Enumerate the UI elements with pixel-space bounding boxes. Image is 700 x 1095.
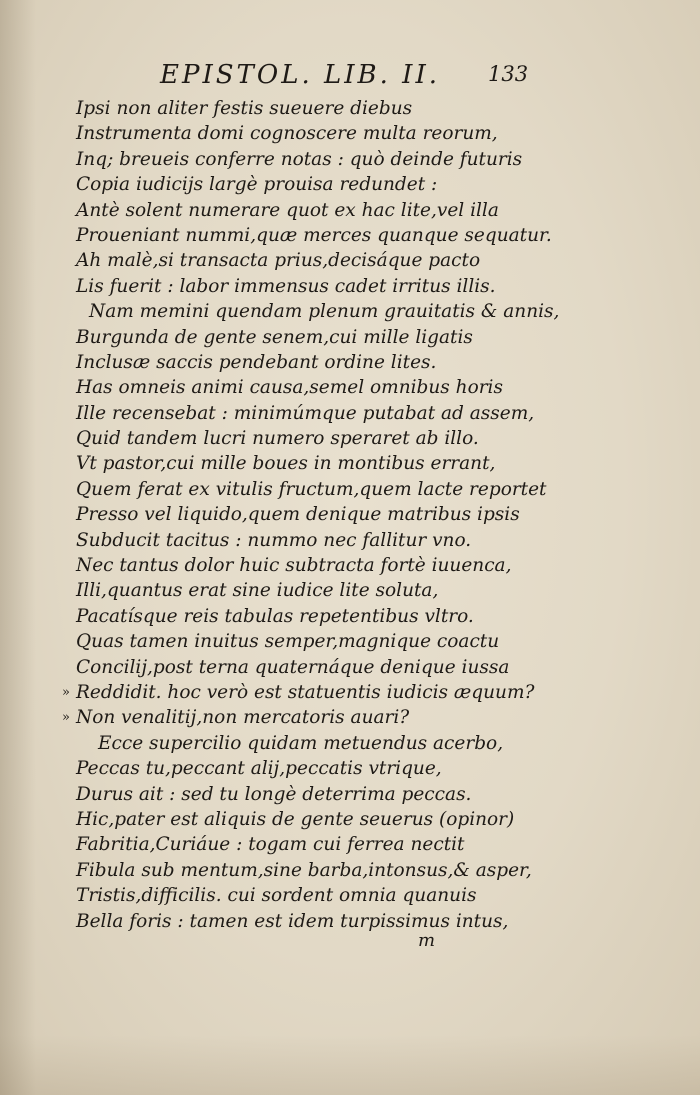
verse-line (0, 782, 700, 807)
verse-text: Inclusæ saccis pendebant ordine lites. (76, 351, 437, 373)
verse-text: Concilij,post terna quaternáque denique iussa (76, 656, 510, 678)
verse-line (0, 883, 700, 908)
verse-text: Burgunda de gente senem,cui mille ligatis (76, 326, 473, 348)
quotation-mark: » (62, 710, 70, 726)
verse-text: Has omneis animi causa,semel omnibus horis (76, 377, 503, 399)
verse-text: Proueniant nummi,quæ merces quanque sequatur. (76, 224, 552, 246)
verse-line (0, 299, 700, 324)
verse-line (0, 350, 700, 375)
verse-line (0, 528, 700, 553)
verse-line (0, 756, 700, 781)
verse-line (0, 705, 700, 730)
verse-line (0, 731, 700, 756)
verse-line (0, 121, 700, 146)
bottom-shadow (0, 1035, 700, 1095)
verse-line (0, 274, 700, 299)
verse-text: Bella foris : tamen est idem turpissimus intus, (76, 910, 509, 932)
verse-text: Nam memini quendam plenum grauitatis & annis, (89, 301, 560, 323)
verse-text: Durus ait : sed tu longè deterrima peccas. (76, 783, 472, 805)
verse-line (0, 172, 700, 197)
verse-text: Non venalitij,non mercatoris auari? (76, 707, 410, 729)
verse-text: Ipsi non aliter festis sueuere diebus (76, 98, 413, 119)
verse-line (0, 604, 700, 629)
verse-line (0, 325, 700, 350)
verse-text: Illi,quantus erat sine iudice lite soluta, (76, 580, 439, 602)
verse-text: Hic,pater est aliquis de gente seuerus (opinor) (76, 808, 515, 830)
verse-text: Quem ferat ex vitulis fructum,quem lacte reportet (76, 478, 547, 500)
verse-line (0, 375, 700, 400)
verse-text: Instrumenta domi cognoscere multa reorum, (76, 123, 498, 145)
verse-line (0, 680, 700, 705)
verse-text: Peccas tu,peccant alij,peccatis vtrique, (76, 758, 442, 780)
page-number: 133 (488, 62, 529, 86)
verse-block (0, 96, 700, 934)
verse-line (0, 655, 700, 680)
verse-line (0, 451, 700, 476)
verse-line (0, 909, 700, 934)
verse-line (0, 198, 700, 223)
verse-line (0, 401, 700, 426)
verse-text: Ah malè,si transacta prius,decisáque pacto (76, 250, 481, 272)
verse-text: Subducit tacitus : nummo nec fallitur vno. (76, 529, 472, 551)
verse-text: Antè solent numerare quot ex hac lite,vel illa (76, 199, 499, 221)
verse-line (0, 477, 700, 502)
verse-text: Reddidit. hoc verò est statuentis iudicis æquum? (76, 681, 535, 703)
verse-text: Inq; breueis conferre notas : quò deinde futuris (76, 148, 523, 170)
quotation-mark: » (62, 684, 70, 700)
catchword: m (418, 930, 436, 951)
verse-line (0, 832, 700, 857)
verse-line (0, 248, 700, 273)
verse-text: Lis fuerit : labor immensus cadet irritus illis. (76, 275, 496, 297)
verse-text: Copia iudicijs largè prouisa redundet : (76, 174, 438, 196)
verse-text: Nec tantus dolor huic subtracta fortè iuuenca, (76, 555, 512, 577)
verse-line (0, 629, 700, 654)
verse-text: Tristis,difficilis. cui sordent omnia quanuis (76, 885, 477, 907)
verse-text: Presso vel liquido,quem denique matribus ipsis (76, 504, 520, 526)
verse-text: Fabritia,Curiáue : togam cui ferrea nectit (76, 834, 465, 856)
verse-text: Ille recensebat : minimúmque putabat ad assem, (76, 402, 535, 424)
verse-text: Fibula sub mentum,sine barba,intonsus,& asper, (76, 859, 532, 881)
verse-line (0, 502, 700, 527)
verse-text: Quid tandem lucri numero speraret ab illo. (76, 428, 479, 450)
verse-text: Vt pastor,cui mille boues in montibus errant, (76, 453, 496, 475)
verse-text: Quas tamen inuitus semper,magnique coactu (76, 631, 500, 653)
verse-text: Pacatísque reis tabulas repetentibus vltro. (76, 605, 474, 627)
verse-line (0, 96, 700, 121)
running-title: EPISTOL. LIB. II. (160, 60, 440, 90)
verse-line (0, 553, 700, 578)
verse-line (0, 578, 700, 603)
verse-text: Ecce supercilio quidam metuendus acerbo, (98, 732, 504, 754)
verse-line (0, 147, 700, 172)
verse-line (0, 223, 700, 248)
verse-line (0, 858, 700, 883)
verse-line (0, 426, 700, 451)
verse-line (0, 807, 700, 832)
